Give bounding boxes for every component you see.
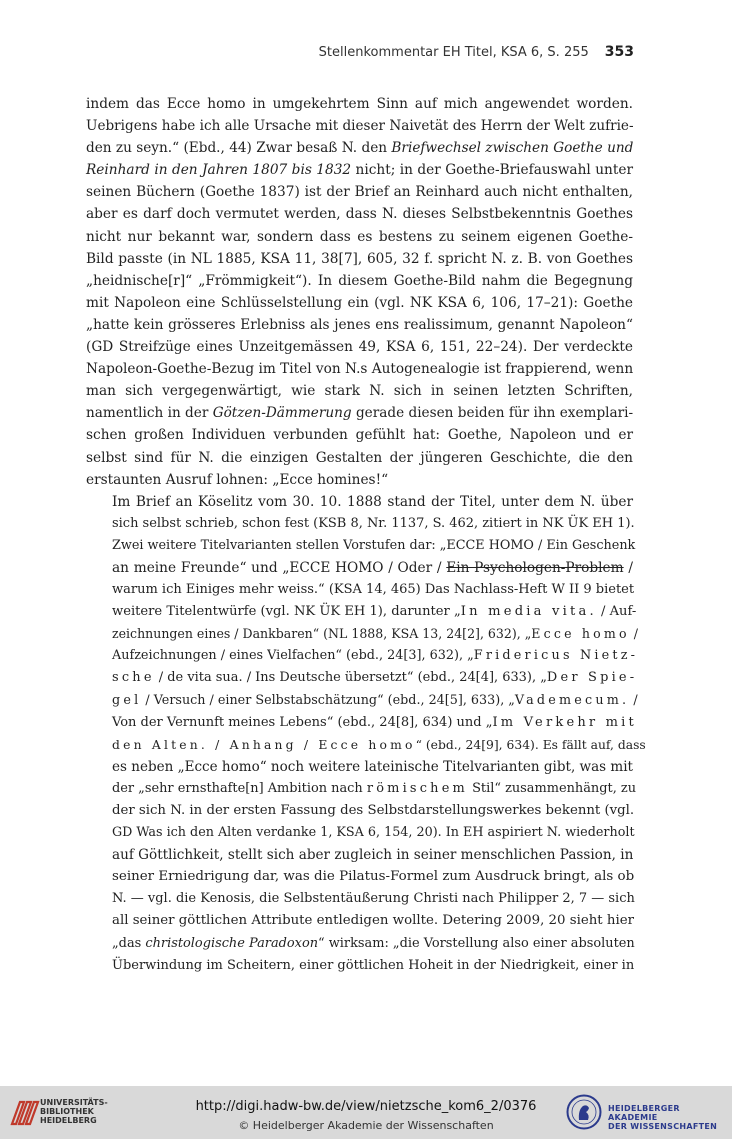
text-line: gel / Versuch / einer Selbstabschätzung“ (ebd., 24[5], 633), „Vademecum. / (112, 692, 638, 708)
text-line: es neben „Ecce homo“ noch weitere lateinische Titelvarianten gibt, was mit (112, 758, 633, 775)
spaced-title: sche (112, 670, 155, 686)
copyright-notice: © Heidelberger Akademie der Wissenschaften (238, 1119, 494, 1132)
text-line: „das christologische Paradoxon“ wirksam: „die Vorstellung also einer absoluten (112, 935, 635, 951)
italic-title: Götzen-Dämmerung (212, 405, 352, 422)
text-line: erstaunten Ausruf lohnen: „Ecce homines!“ (86, 471, 389, 488)
text-line: sich selbst schrieb, schon fest (KSB 8, Nr. 1137, S. 462, zitiert in NK ÜK EH 1). (112, 515, 635, 531)
text-line: warum ich Einiges mehr weiss.“ (KSA 14, 465) Das Nachlass-Heft W II 9 bietet (112, 582, 635, 598)
spaced-title: Im Verkehr mit (492, 714, 637, 730)
library-name: UNIVERSITÄTS- BIBLIOTHEK HEIDELBERG (40, 1098, 108, 1125)
text-line: der „sehr ernsthafte[n] Ambition nach römischem Stil“ zusammenhängt, zu (112, 780, 637, 796)
paragraph-2 (86, 491, 646, 977)
running-title: Stellenkommentar EH Titel, KSA 6, S. 255 (318, 45, 589, 60)
spaced-title: Ecce homo (531, 626, 630, 642)
spaced-title: In media vita. (460, 604, 597, 620)
spaced-word: römischem (366, 780, 468, 796)
text-line: den zu seyn.“ (Ebd., 44) Zwar besaß N. den Briefwechsel zwischen Goethe und (86, 140, 634, 157)
academy-seal-icon (566, 1094, 602, 1130)
text-line: all seiner göttlichen Attribute entledigen wollte. Detering 2009, 20 sieht hier (112, 913, 635, 929)
text-line: schen großen Individuen verbunden gefühlt hat: Goethe, Napoleon und er (86, 427, 633, 444)
text-line: seinen Büchern (Goethe 1837) ist der Brief an Reinhard auch nicht enthalten, (86, 184, 633, 201)
paragraph-1 (86, 93, 633, 491)
spaced-title: Vademecum. (514, 692, 630, 708)
italic-term: christologische Paradoxon (145, 935, 319, 951)
text-line: N. — vgl. die Kenosis, die Selbstentäußerung Christi nach Philipper 2, 7 — sich (112, 891, 635, 907)
text-line: der sich N. in der ersten Fassung des Selbstdarstellungswerkes bekennt (vgl. (112, 803, 635, 818)
text-line: Reinhard in den Jahren 1807 bis 1832 nicht; in der Goethe-Briefauswahl unter (86, 162, 633, 179)
permalink-url[interactable]: http://digi.hadw-bw.de/view/nietzsche_kom6_2/0376 (195, 1099, 537, 1114)
text-line: Uebrigens habe ich alle Ursache mit dieser Naivetät des Herrn der Welt zufrie- (86, 118, 634, 135)
text-line: mit Napoleon eine Schlüsselstellung ein (vgl. NK KSA 6, 106, 17–21): Goethe (86, 294, 633, 311)
text-line: Zwei weitere Titelvarianten stellen Vorstufen dar: „ECCE HOMO / Ein Geschenk (112, 537, 636, 553)
page-number: 353 (604, 44, 634, 60)
text-line: zeichnungen eines / Dankbaren“ (NL 1888, KSA 13, 24[2], 632), „Ecce homo / (112, 626, 638, 642)
text-line: namentlich in der Götzen-Dämmerung gerade diesen beiden für ihn exemplari- (86, 405, 634, 422)
running-header (86, 44, 634, 64)
text-line: selbst sind für N. die einzigen Gestalten der jüngeren Geschichte, die den (86, 449, 633, 466)
text-line: an meine Freunde“ und „ECCE HOMO / Oder / Ein Psychologen-Problem / (112, 559, 633, 576)
text-line: seiner Erniedrigung dar, was die Pilatus-Formel zum Ausdruck bringt, als ob (112, 869, 635, 885)
academy-seal-figure (579, 1105, 589, 1120)
struck-text: Ein Psychologen-Problem (446, 559, 624, 576)
text-line: „heidnische[r]“ „Frömmigkeit“). In diesem Goethe-Bild nahm die Begegnung (86, 272, 633, 289)
text-line: Aufzeichnungen / eines Vielfachen“ (ebd., 24[3], 632), „Fridericus Nietz- (112, 648, 639, 664)
text-line: nicht nur bekannt war, sondern dass es bestens zu seinem eigenen Goethe- (86, 228, 633, 245)
italic-title: Briefwechsel zwischen Goethe und (391, 140, 634, 157)
text-line: Im Brief an Köselitz vom 30. 10. 1888 stand der Titel, unter dem N. über (112, 493, 633, 510)
text-line: weitere Titelentwürfe (vgl. NK ÜK EH 1), darunter „In media vita. / Auf- (112, 604, 637, 620)
text-line: auf Göttlichkeit, stellt sich aber zugleich in seiner menschlichen Passion, in (112, 847, 634, 864)
main-text (86, 93, 646, 977)
text-line: „hatte kein grösseres Erlebniss als jenes ens realissimum, genannt Napoleon“ (86, 316, 633, 333)
text-line: Napoleon-Goethe-Bezug im Titel von N.s Autogenealogie ist frappierend, wenn (86, 361, 634, 378)
spaced-title: den Alten. / Anhang / Ecce homo (112, 737, 416, 752)
text-line: man sich vergegenwärtigt, wie stark N. sich in seinen letzten Schriften, (86, 383, 633, 400)
text-line: indem das Ecce homo in umgekehrtem Sinn auf mich angewendet worden. (86, 96, 633, 112)
text-line: (GD Streifzüge eines Unzeitgemässen 49, KSA 6, 151, 22–24). Der verdeckte (86, 339, 633, 356)
text-line: GD Was ich den Alten verdanke 1, KSA 6, 154, 20). In EH aspiriert N. wiederholt (112, 825, 635, 841)
text-line: den Alten. / Anhang / Ecce homo“ (ebd., 24[9], 634). Es fällt auf, dass (112, 737, 646, 752)
spaced-title: Fridericus Nietz- (473, 648, 639, 664)
viewer-footer (0, 1086, 732, 1139)
spaced-title: gel (112, 692, 142, 708)
academy-name: HEIDELBERGER AKADEMIE DER WISSENSCHAFTEN (608, 1104, 718, 1131)
italic-title: Reinhard in den Jahren 1807 bis 1832 (86, 162, 352, 179)
text-line: Bild passte (in NL 1885, KSA 11, 38[7], 605, 32 f. spricht N. z. B. von Goethes (86, 250, 633, 267)
text-line: aber es darf doch vermutet werden, dass N. dieses Selbstbekenntnis Goethes (86, 206, 633, 223)
text-line: Überwindung im Scheitern, einer göttlichen Hoheit in der Niedrigkeit, einer in (112, 957, 635, 973)
spaced-title: Der Spie- (546, 670, 638, 686)
text-line: Von der Vernunft meines Lebens“ (ebd., 24[8], 634) und „Im Verkehr mit (112, 714, 637, 730)
text-line: sche / de vita sua. / Ins Deutsche übersetzt“ (ebd., 24[4], 633), „Der Spie- (112, 670, 638, 686)
